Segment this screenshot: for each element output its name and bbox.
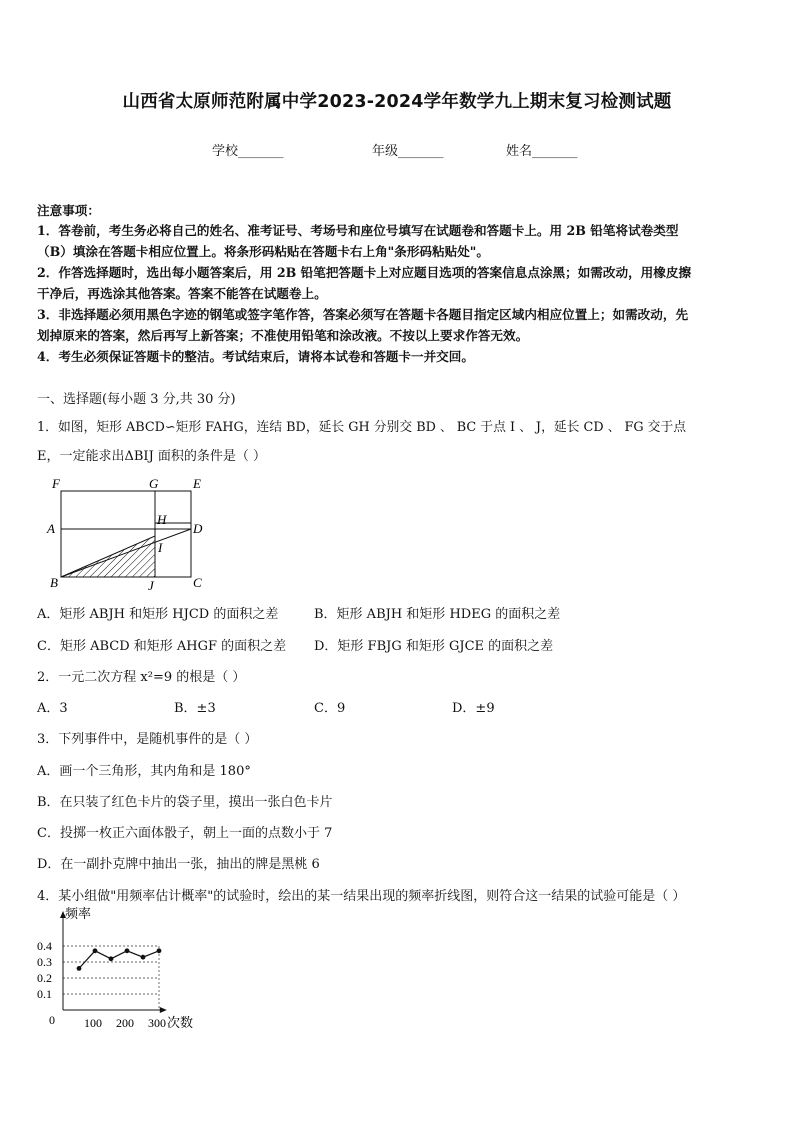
series-line	[79, 951, 159, 969]
label-d: D	[193, 521, 203, 536]
notice-line: 1．答卷前，考生务必将自己的姓名、准考证号、考场号和座位号填写在试题卷和答题卡上。用 2B 铅笔将试卷类型	[37, 223, 679, 238]
q2-option-c: C．9	[314, 701, 346, 716]
section-heading: 一、选择题(每小题 3 分,共 30 分)	[37, 392, 236, 407]
x-tick-label: 200	[116, 1016, 134, 1030]
triangle-bij	[61, 536, 155, 577]
label-e: E	[193, 476, 201, 491]
q2-option-d: D．±9	[452, 701, 495, 716]
x-tick-label: 300	[148, 1016, 166, 1030]
q1-stem-line1: 1．如图，矩形 ABCD∽矩形 FAHG，连结 BD，延长 GH 分别交 BD 、 BC 于点 I 、 J，延长 CD 、 FG 交于点	[37, 420, 687, 435]
q1-option-a: A．矩形 ABJH 和矩形 HJCD 的面积之差	[37, 607, 279, 622]
data-point	[157, 948, 162, 953]
y-tick-label: 0.2	[37, 971, 52, 985]
notice-line: （B）填涂在答题卡相应位置上。将条形码粘贴在答题卡右上角"条形码粘贴处"。	[37, 244, 489, 259]
q2-stem: 2．一元二次方程 x²=9 的根是（ ）	[37, 670, 246, 685]
data-point	[125, 948, 130, 953]
q3-option-c: C．投掷一枚正六面体骰子，朝上一面的点数小于 7	[37, 826, 333, 841]
page-title: 山西省太原师范附属中学2023-2024学年数学九上期末复习检测试题	[122, 92, 672, 112]
x-tick-label: 100	[84, 1016, 102, 1030]
q4-frequency-chart	[30, 904, 210, 1034]
data-point	[93, 948, 98, 953]
q3-option-a: A．画一个三角形，其内角和是 180°	[37, 764, 251, 779]
notice-line: 干净后，再选涂其他答案。答案不能答在试题卷上。	[37, 286, 327, 301]
q3-option-d: D．在一副扑克牌中抽出一张，抽出的牌是黑桃 6	[37, 857, 320, 872]
y-tick-label: 0.3	[37, 955, 52, 969]
school-field: 学校_______	[212, 144, 284, 159]
y-tick-label: 0.1	[37, 987, 52, 1001]
label-g: G	[149, 476, 159, 491]
q4-stem: 4．某小组做"用频率估计概率"的试验时，绘出的某一结果出现的频率折线图，则符合这一结果的试验可能是（ ）	[37, 889, 686, 904]
notice-heading: 注意事项：	[37, 203, 100, 218]
label-j: J	[148, 578, 154, 592]
label-i: I	[158, 540, 163, 555]
data-point	[109, 956, 114, 961]
q1-option-c: C．矩形 ABCD 和矩形 AHGF 的面积之差	[37, 639, 287, 654]
name-field: 姓名_______	[506, 144, 578, 159]
q2-option-a: A．3	[37, 701, 68, 716]
label-h: H	[157, 512, 167, 527]
q3-stem: 3．下列事件中，是随机事件的是（ ）	[37, 732, 258, 747]
label-b: B	[50, 575, 58, 590]
label-a: A	[47, 521, 55, 536]
notice-line: 划掉原来的答案，然后再写上新答案；不准使用铅笔和涂改液。不按以上要求作答无效。	[37, 328, 529, 343]
origin-label: 0	[49, 1013, 55, 1027]
q1-stem-line2: E，一定能求出ΔBIJ 面积的条件是（ ）	[37, 449, 267, 464]
grade-field: 年级_______	[372, 144, 444, 159]
notice-line: 4．考生必须保证答题卡的整洁。考试结束后，请将本试卷和答题卡一并交回。	[37, 349, 474, 364]
label-f: F	[52, 476, 60, 491]
notice-line: 2．作答选择题时，选出每小题答案后，用 2B 铅笔把答题卡上对应题目选项的答案信息点涂黑；如需改动，用橡皮擦	[37, 265, 692, 280]
x-axis-label: 次数	[167, 1015, 194, 1030]
q1-option-d: D．矩形 FBJG 和矩形 GJCE 的面积之差	[314, 639, 554, 654]
data-point	[77, 966, 82, 971]
q2-option-b: B．±3	[174, 701, 216, 716]
q1-option-b: B．矩形 ABJH 和矩形 HDEG 的面积之差	[314, 607, 561, 622]
y-tick-label: 0.4	[37, 939, 52, 953]
x-axis-arrow	[160, 1007, 167, 1013]
data-point	[141, 955, 146, 960]
q3-option-b: B．在只装了红色卡片的袋子里，摸出一张白色卡片	[37, 795, 333, 810]
y-tick-labels	[37, 939, 52, 1001]
q1-geometry-figure	[44, 474, 214, 592]
notice-line: 3．非选择题必须用黑色字迹的钢笔或签字笔作答，答案必须写在答题卡各题目指定区域内相应位置上；如需改动，先	[37, 307, 689, 322]
y-axis-label: 频率	[65, 906, 92, 921]
x-tick-labels	[84, 1016, 166, 1030]
label-c: C	[193, 575, 202, 590]
series-points	[77, 948, 162, 970]
